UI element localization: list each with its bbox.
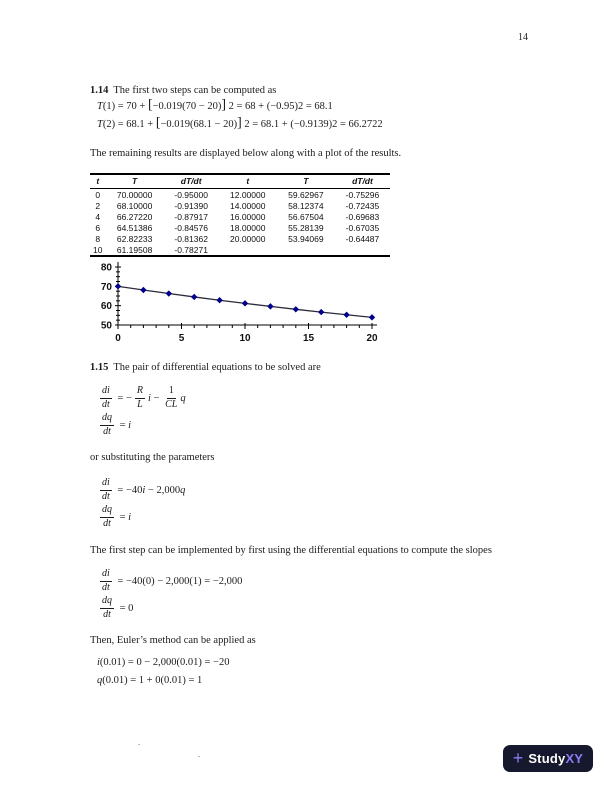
fraction: $\frac{dq}{dt}$ (102, 412, 112, 437)
table-cell: 70.00000 (116, 189, 153, 200)
problem-number: 1.15 (90, 362, 109, 373)
table-cell: 66.27220 (116, 211, 153, 222)
substituting-text: or substituting the parameters (90, 452, 215, 463)
table-header-cell: t (90, 174, 106, 189)
table-cell: -0.91390 (174, 200, 208, 211)
table-cell: 4 (95, 211, 101, 222)
table-header-row (90, 174, 390, 189)
y-tick-label: 70 (100, 281, 112, 293)
chart-marker (115, 283, 121, 289)
fraction: $\frac{di}{dt}$ (102, 385, 110, 410)
chart-marker (318, 309, 324, 315)
table-row (90, 189, 390, 201)
problem-heading-text: The first two steps can be computed as (113, 85, 277, 96)
table-cell: 18.00000 (230, 222, 266, 233)
chart-marker (140, 287, 146, 293)
problem-1-15-heading (90, 361, 530, 375)
equation-t1: T (1) = 70 + [ −0.019(70 − 20) ] 2 = 68 + (−0.95)2 = 68.1 (97, 97, 333, 113)
chart-marker (369, 314, 375, 320)
table-cell: -0.81362 (174, 233, 208, 244)
table-row (90, 233, 390, 244)
equation-slope-di-dt: $\frac{di}{dt}$ = −40(0) − 2,000(1) = −2,000 (102, 568, 243, 593)
fraction: $\frac{dq}{dt}$ (102, 595, 112, 620)
results-table (90, 173, 390, 257)
table-cell: 58.12374 (288, 200, 324, 211)
table-cell: 10 (93, 244, 103, 255)
fraction: $\frac{dq}{dt}$ (102, 504, 112, 529)
y-tick-label: 50 (100, 320, 112, 332)
x-tick-label: 0 (115, 333, 121, 344)
table-cell: -0.78271 (174, 244, 208, 255)
table-cell: -0.67035 (345, 222, 380, 233)
table-header-cell: dT/dt (335, 174, 390, 189)
table-cell: 2 (95, 200, 101, 211)
equation-slope-dq-dt: $\frac{dq}{dt}$ = 0 (102, 595, 134, 620)
table-cell: 16.00000 (230, 211, 266, 222)
table-cell: 61.19508 (116, 244, 153, 255)
footer-mark: - (138, 740, 141, 748)
problem-number: 1.14 (90, 85, 109, 96)
x-tick-label: 20 (366, 333, 378, 344)
table-header-cell: t (219, 174, 277, 189)
table-cell: -0.75296 (345, 189, 380, 200)
table-cell: 55.28139 (288, 222, 324, 233)
page-number: 14 (518, 32, 528, 43)
table-cell: 56.67504 (288, 211, 324, 222)
studyxy-logo (503, 745, 593, 772)
table-cell: -0.87917 (174, 211, 208, 222)
table-cell: 59.62967 (288, 189, 324, 200)
table-cell: -0.69683 (345, 211, 380, 222)
table-cell: -0.64487 (345, 233, 380, 244)
table-cell: 68.10000 (116, 200, 153, 211)
temperature-chart (95, 255, 397, 351)
fraction: $\frac{1}{CL}$ (165, 385, 178, 410)
table-row (90, 200, 390, 211)
chart-marker (293, 306, 299, 312)
problem-heading-text: The pair of differential equations to be solved are (113, 362, 321, 373)
table-cell: 14.00000 (230, 200, 266, 211)
chart-marker (242, 300, 248, 306)
table-cell: 64.51386 (116, 222, 153, 233)
fraction: $\frac{di}{dt}$ (102, 568, 110, 593)
first-step-text: The first step can be implemented by first using the differential equations to compute the slopes (90, 545, 492, 556)
table-header-cell: dT/dt (164, 174, 219, 189)
remaining-results-text: The remaining results are displayed below along with a plot of the results. (90, 148, 402, 159)
fraction: $\frac{di}{dt}$ (102, 477, 110, 502)
equation-euler-q: q (0.01) = 1 + 0(0.01) = 1 (97, 675, 203, 686)
table-cell: 0 (95, 189, 101, 200)
equation-ode-di-dt: $\frac{di}{dt}$ = − $\frac{R}{L}$ i − $\frac{1}{CL}$ q (102, 385, 186, 410)
logo-text-xy: XY (565, 751, 584, 766)
table-cell: 62.82233 (116, 233, 153, 244)
table-header-cell: T (277, 174, 335, 189)
table-header-cell: T (106, 174, 164, 189)
euler-method-text: Then, Euler’s method can be applied as (90, 635, 256, 646)
table-cell: 12.00000 (230, 189, 266, 200)
y-tick-label: 80 (100, 262, 112, 274)
chart-marker (267, 303, 273, 309)
fraction: $\frac{R}{L}$ (136, 385, 143, 410)
table-row (90, 211, 390, 222)
table-row (90, 222, 390, 233)
table-cell: -0.95000 (174, 189, 208, 200)
equation-ode-dq-dt: $\frac{dq}{dt}$ = i (102, 412, 132, 437)
y-tick-label: 60 (100, 301, 112, 313)
chart-marker (166, 290, 172, 296)
problem-1-14-heading (90, 84, 530, 98)
x-tick-label: 5 (178, 333, 185, 344)
plus-icon: + (512, 747, 524, 768)
table-cell: 6 (95, 222, 101, 233)
footer-mark: - (198, 752, 201, 760)
chart-marker (191, 294, 197, 300)
equation-param-di-dt: $\frac{di}{dt}$ = −40 i − 2,000 q (102, 477, 186, 502)
equation-t2: T (2) = 68.1 + [ −0.019(68.1 − 20) ] 2 = 68.1 + (−0.9139)2 = 66.2722 (97, 115, 383, 131)
equation-euler-i: i (0.01) = 0 − 2,000(0.01) = −20 (97, 657, 230, 668)
logo-text-study: Study (528, 751, 566, 766)
table-cell: 53.94069 (288, 233, 324, 244)
x-tick-label: 15 (302, 333, 315, 344)
chart-marker (343, 312, 349, 318)
table-cell: 8 (95, 233, 101, 244)
x-tick-label: 10 (239, 333, 251, 344)
chart-marker (216, 297, 222, 303)
table-cell: 20.00000 (230, 233, 266, 244)
table-cell: -0.72435 (345, 200, 380, 211)
equation-param-dq-dt: $\frac{dq}{dt}$ = i (102, 504, 132, 529)
table-cell: -0.84576 (174, 222, 208, 233)
temperature-chart-svg (95, 255, 397, 351)
